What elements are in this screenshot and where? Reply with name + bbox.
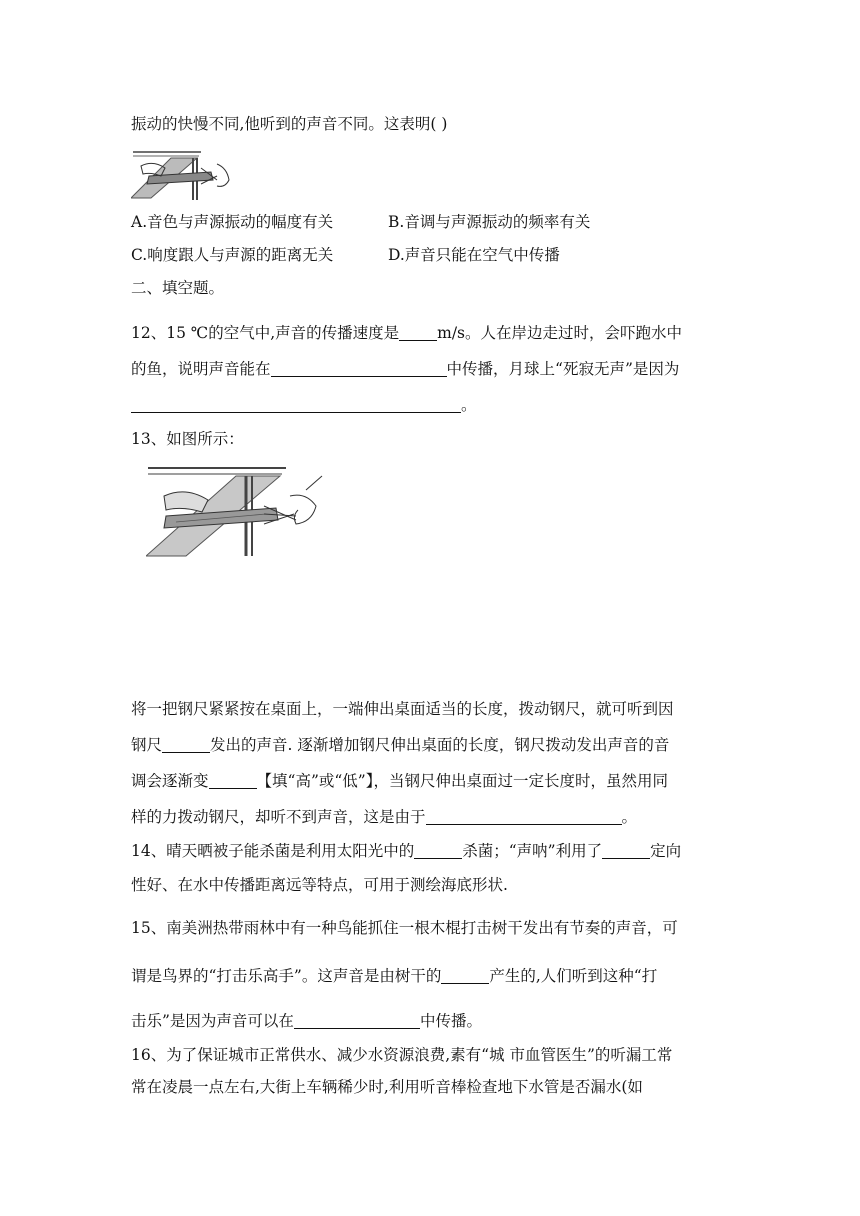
text-segment: 【填“高”或“低”】，当钢尺伸出桌面过一定长度时，虽然用同: [256, 772, 668, 790]
section-heading-fill-blank: [131, 277, 224, 299]
text-segment: 14、晴天晒被子能杀菌是利用太阳光中的: [131, 842, 415, 860]
text-segment: 。: [621, 808, 638, 826]
text-segment: 钢尺: [131, 736, 163, 754]
answer-blank[interactable]: [209, 772, 257, 789]
question-13-line-4: [131, 806, 637, 828]
question-16-line-2: [131, 1076, 643, 1098]
question-13-line-1: [131, 698, 674, 720]
text-line: 16、为了保证城市正常供水、减少水资源浪费,素有“城 市血管医生”的听漏工常: [131, 1046, 673, 1064]
question-13-stem: [131, 428, 244, 450]
text-segment: 定向: [650, 842, 682, 860]
question-13-line-3: [131, 770, 668, 792]
text-segment: 发出的声音. 逐渐增加钢尺伸出桌面的长度，钢尺拨动发出声音的音: [210, 736, 670, 754]
text-segment: m/s。人在岸边走过时，会吓跑水中: [437, 324, 683, 342]
question-14-line-2: [131, 874, 508, 896]
question-13-line-2: [131, 734, 669, 756]
text-line: 13、如图所示：: [131, 430, 244, 448]
ruler-on-table-figure: [146, 462, 326, 558]
option-c: C.响度跟人与声源的距离无关: [131, 246, 334, 264]
question-12-line-1: [131, 322, 682, 344]
text-line: 常在凌晨一点左右,大街上车辆稀少时,利用听音棒检查地下水管是否漏水(如: [131, 1078, 643, 1096]
text-line: 性好、在水中传播距离远等特点，可用于测绘海底形状.: [131, 876, 508, 894]
question-11-stem: [131, 113, 447, 135]
text-line: 振动的快慢不同,他听到的声音不同。这表明( ): [131, 115, 448, 133]
answer-blank[interactable]: [271, 360, 447, 377]
text-segment: 谓是鸟界的“打击乐高手”。这声音是由树干的: [131, 967, 442, 985]
text-segment: 中传播，月球上“死寂无声”是因为: [446, 360, 680, 378]
answer-blank[interactable]: [414, 842, 462, 859]
answer-blank[interactable]: [294, 1012, 420, 1029]
answer-blank[interactable]: [399, 324, 437, 341]
text-line: 二、填空题。: [131, 279, 225, 297]
text-segment: 产生的,人们听到这种“打: [489, 967, 658, 985]
option-row-ab: [131, 211, 591, 233]
answer-blank[interactable]: [602, 842, 650, 859]
text-line: 将一把钢尺紧紧按在桌面上，一端伸出桌面适当的长度，拨动钢尺，就可听到因: [131, 700, 674, 718]
text-segment: 的鱼，说明声音能在: [131, 360, 271, 378]
question-15-line-3: [131, 1010, 482, 1032]
question-12-line-3: [131, 394, 477, 416]
option-b: B.音调与声源振动的频率有关: [388, 213, 591, 231]
text-segment: 中传播。: [419, 1012, 482, 1030]
question-15-line-1: [131, 917, 678, 939]
answer-blank[interactable]: [131, 396, 461, 413]
text-segment: 杀菌；“声呐”利用了: [462, 842, 603, 860]
ruler-on-table-figure-small: [131, 146, 235, 200]
option-d: D.声音只能在空气中传播: [388, 246, 560, 264]
text-segment: 。: [461, 396, 477, 414]
question-16-line-1: [131, 1044, 672, 1066]
answer-blank[interactable]: [426, 808, 622, 825]
text-line: 15、南美洲热带雨林中有一种鸟能抓住一根木棍打击树干发出有节奏的声音，可: [131, 919, 678, 937]
option-row-cd: [131, 244, 560, 266]
text-segment: 击乐”是因为声音可以在: [131, 1012, 294, 1030]
option-a: A.音色与声源振动的幅度有关: [131, 213, 334, 231]
answer-blank[interactable]: [441, 967, 489, 984]
question-14-line-1: [131, 840, 681, 862]
text-segment: 样的力拨动钢尺，却听不到声音，这是由于: [131, 808, 426, 826]
text-segment: 调会逐渐变: [131, 772, 209, 790]
text-segment: 12、15 ℃的空气中,声音的传播速度是: [131, 324, 400, 342]
question-12-line-2: [131, 358, 679, 380]
answer-blank[interactable]: [162, 736, 210, 753]
question-15-line-2: [131, 965, 657, 987]
